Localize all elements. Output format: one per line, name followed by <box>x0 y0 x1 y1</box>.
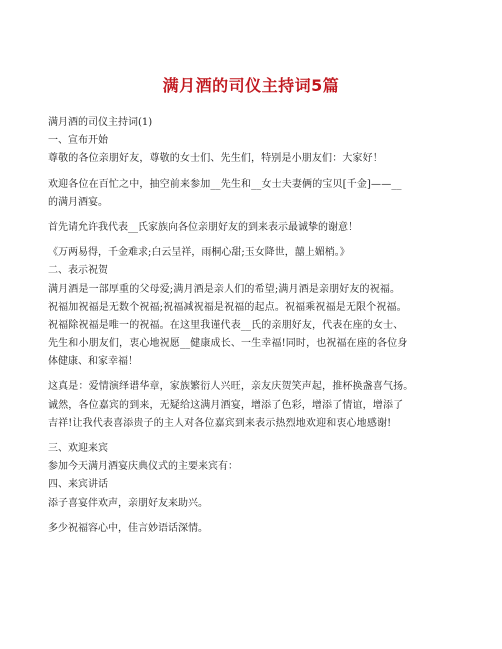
paragraph-line: 体健康、和家幸福！ <box>48 356 138 368</box>
paragraph-line: 欢迎各位在百忙之中，抽空前来参加__先生和__女士夫妻俩的宝贝[千金]——__ <box>48 178 402 190</box>
paragraph-line: 诚然，各位嘉宾的到来，无疑给这满月酒宴，增添了色彩，增添了情谊，增添了 <box>48 399 404 411</box>
paragraph-line: 多少祝福容心中，佳言妙语话深情。 <box>48 522 208 534</box>
section-heading: 满月酒的司仪主持词(1) <box>48 117 153 128</box>
subheading-guest-speech: 四、来宾讲话 <box>48 479 108 491</box>
paragraph-line: 祝福加祝福是无数个祝福;祝福减祝福是祝福的起点。祝福乘祝福是无限个祝福。 <box>48 301 407 313</box>
paragraph-line: 先生和小朋友们，衷心地祝愿__健康成长、一生幸福!同时，也祝福在座的各位身 <box>48 338 408 350</box>
paragraph-line: 满月酒是一部厚重的父母爱;满月酒是亲人们的希望;满月酒是亲朋好友的祝福。 <box>48 283 401 295</box>
subheading-welcome-guests: 三、欢迎来宾 <box>48 443 108 454</box>
paragraph-line: 《万两易得，千金难求;白云呈祥，雨桐心甜;玉女降世，囍上媚梢。》 <box>48 247 350 259</box>
subheading-announce-start: 一、宣布开始 <box>48 135 108 147</box>
subheading-congratulate: 二、表示祝贺 <box>48 265 108 277</box>
paragraph-line: 首先请允许我代表__氏家族向各位亲朋好友的到来表示最诚挚的谢意！ <box>48 221 358 233</box>
paragraph-line: 尊敬的各位亲朋好友，尊敬的女士们、先生们，特别是小朋友们：大家好！ <box>48 153 383 165</box>
paragraph-line: 祝福除祝福是唯一的祝福。在这里我谨代表__氏的亲朋好友，代表在座的女士、 <box>48 319 404 331</box>
paragraph-line: 参加今天满月酒宴庆典仪式的主要来宾有： <box>48 461 238 473</box>
document-title: 满月酒的司仪主持词5篇 <box>162 76 340 95</box>
document-body <box>48 114 468 538</box>
paragraph-line: 的满月酒宴。 <box>48 196 108 208</box>
paragraph-line: 吉祥!让我代表喜添贵子的主人对各位嘉宾到来表示热烈地欢迎和衷心地感谢! <box>48 417 392 429</box>
paragraph-line: 添子喜宴伴欢声，亲朋好友来助兴。 <box>48 497 208 509</box>
paragraph-line: 这真是：爱情演绎谱华章，家族繁衍人兴旺，亲友庆贺笑声起，推杯换盏喜气扬。 <box>48 381 414 393</box>
